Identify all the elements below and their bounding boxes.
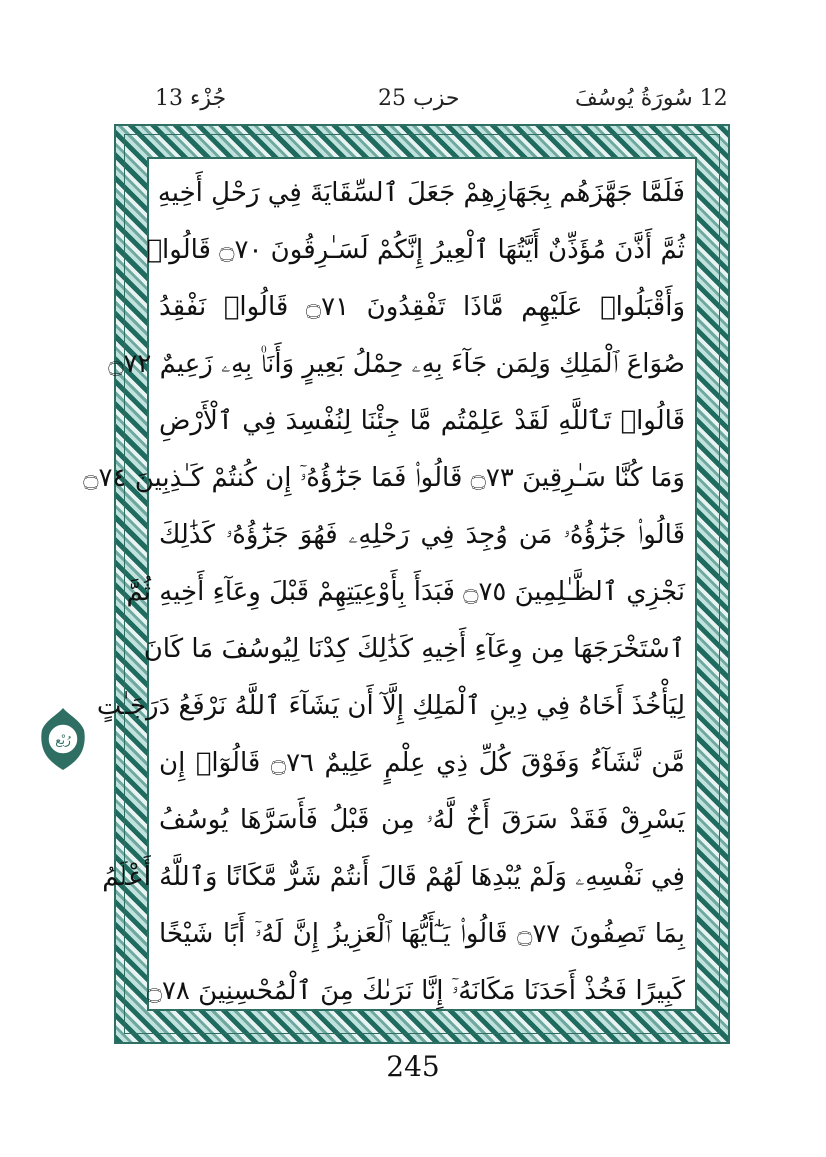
verse-line: وَمَا كُنَّا سَـٰرِقِينَ ۝٧٣ قَالُوا۟ فَمَا جَزَٰٓؤُهُۥٓ إِن كُنتُمْ كَـٰذِبِينَ ۝٧٤: [83, 463, 685, 493]
verse-line: كَبِيرًا فَخُذْ أَحَدَنَا مَكَانَهُۥٓ إِنَّا نَرَىٰكَ مِنَ ٱلْمُحْسِنِينَ ۝٧٨: [146, 976, 685, 1006]
verse-line: قَالُوا۟ جَزَٰٓؤُهُۥ مَن وُجِدَ فِي رَحْلِهِۦ فَهُوَ جَزَٰٓؤُهُۥ كَذَٰلِكَ: [159, 520, 685, 550]
rub-marker-ornament-icon: [40, 706, 86, 772]
text-panel: [83, 157, 697, 1011]
ornamental-page-frame: [83, 124, 730, 1044]
verse-line: فِي نَفْسِهِۦ وَلَمْ يُبْدِهَا لَهُمْ قَالَ أَنتُمْ شَرٌّ مَّكَانًا وَٱللَّهُ أَعْلَمُ: [102, 862, 685, 892]
verse-lines: [83, 163, 685, 1006]
hizb-header: حزب 25: [378, 86, 460, 111]
verse-line: فَلَمَّا جَهَّزَهُم بِجَهَازِهِمْ جَعَلَ ٱلسِّقَايَةَ فِي رَحْلِ أَخِيهِ: [157, 178, 685, 208]
verse-line: وَأَقْبَلُوا۟ عَلَيْهِم مَّاذَا تَفْقِدُونَ ۝٧١ قَالُوا۟ نَفْقِدُ: [159, 292, 685, 322]
surah-header: 12 سُورَةُ يُوسُفَ: [575, 86, 728, 111]
verse-line: ٱسْتَخْرَجَهَا مِن وِعَآءِ أَخِيهِ كَذَٰلِكَ كِدْنَا لِيُوسُفَ مَا كَانَ: [143, 634, 685, 664]
rub-marker-icon: [40, 706, 86, 772]
verse-line: قَالُوا۟ تَٱللَّهِ لَقَدْ عَلِمْتُم مَّا جِئْنَا لِنُفْسِدَ فِي ٱلْأَرْضِ: [159, 406, 685, 436]
verse-line: صُوَاعَ ٱلْمَلِكِ وَلِمَن جَآءَ بِهِۦ حِمْلُ بَعِيرٍ وَأَنَا۠ بِهِۦ زَعِيمٌ ۝٧٢: [108, 349, 685, 379]
verse-line: بِمَا تَصِفُونَ ۝٧٧ قَالُوا۟ يَـٰٓأَيُّهَا ٱلْعَزِيزُ إِنَّ لَهُۥٓ أَبًا شَيْخًا: [159, 919, 685, 949]
verse-line: يَسْرِقْ فَقَدْ سَرَقَ أَخٌ لَّهُۥ مِن قَبْلُ فَأَسَرَّهَا يُوسُفُ: [159, 805, 685, 835]
verse-line: ثُمَّ أَذَّنَ مُؤَذِّنٌ أَيَّتُهَا ٱلْعِيرُ إِنَّكُمْ لَسَـٰرِقُونَ ۝٧٠ قَالُوا۟: [146, 235, 685, 265]
juz-header: جُزْء 13: [155, 86, 227, 111]
page-number: 245: [386, 1050, 440, 1083]
verse-line: مَّن نَّشَآءُ وَفَوْقَ كُلِّ ذِي عِلْمٍ عَلِيمٌ ۝٧٦ قَالُوٓا۟ إِن: [159, 748, 685, 778]
rub-marker-label: رُبْع: [55, 733, 71, 747]
verse-line: نَجْزِي ٱلظَّـٰلِمِينَ ۝٧٥ فَبَدَأَ بِأَوْعِيَتِهِمْ قَبْلَ وِعَآءِ أَخِيهِ ثُمَّ: [126, 577, 685, 607]
verse-line: لِيَأْخُذَ أَخَاهُ فِي دِينِ ٱلْمَلِكِ إِلَّآ أَن يَشَآءَ ٱللَّهُ نَرْفَعُ دَرَجَـٰتٍ: [96, 691, 685, 721]
